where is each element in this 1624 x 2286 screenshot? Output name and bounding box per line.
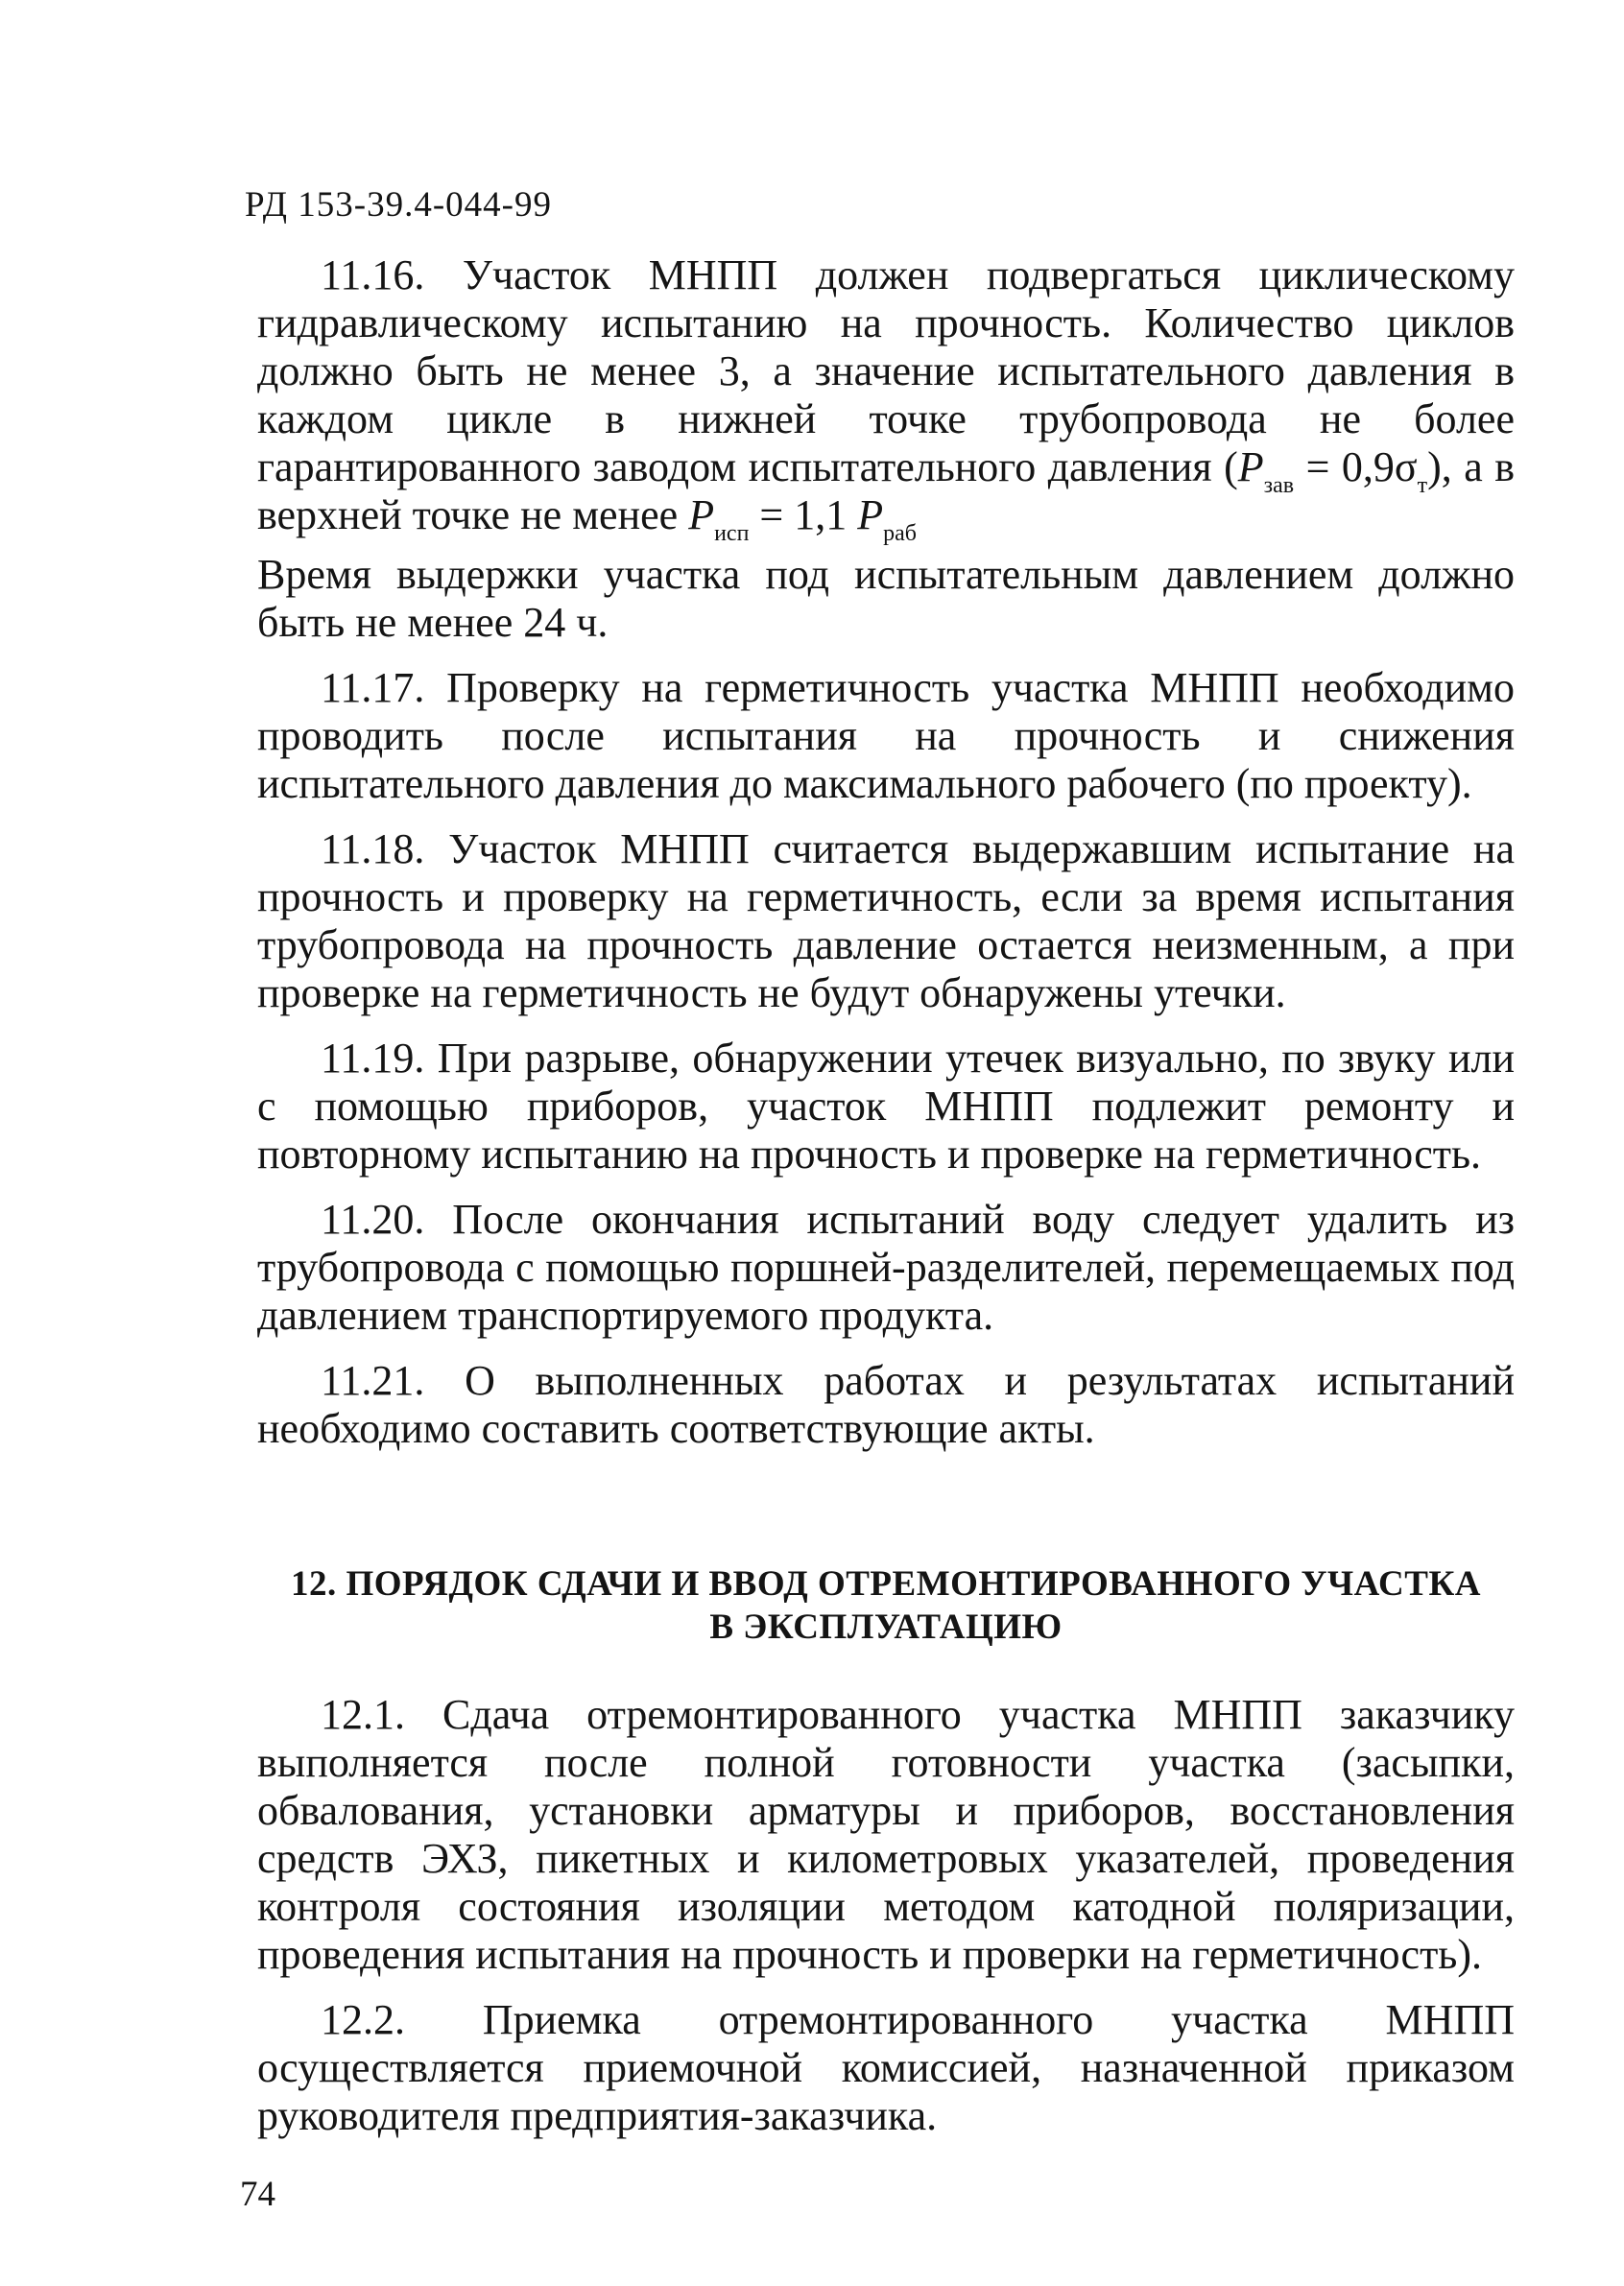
paragraph-12-2: 12.2. Приемка отремонтированного участка МНПП осуществляется приемочной комиссией, назначенной приказом руководителя предприятия-заказчика. [257,1996,1515,2139]
paragraph-11-16-text-2: ), а в верхней точке не менее [257,443,1515,538]
section-12-heading-line-1: 12. ПОРЯДОК СДАЧИ И ВВОД ОТРЕМОНТИРОВАННОГО УЧАСТКА [290,1564,1482,1604]
formula-p-isp: $P_{исп} = 1,1$ $P_{раб}$ [688,491,918,546]
section-12-text [257,1691,1515,2157]
paragraph-11-18: 11.18. Участок МНПП считается выдержавшим испытание на прочность и проверку на герметичность, если за время испытания трубопровода на прочность давление остается неизменным, а при проверке на герметичность не будут обнаружены утечки. [257,825,1515,1016]
paragraph-11-21: 11.21. О выполненных работах и результатах испытаний необходимо составить соответствующие акты. [257,1357,1515,1452]
page-number: 74 [240,2175,275,2214]
section-12-heading [257,1562,1515,1649]
paragraph-11-16-text: 11.16. Участок МНПП должен подвергаться циклическому гидравлическому испытанию на прочность. Количество циклов должно быть не менее 3, а значение испытательного давления в каждом цикле в нижней точке трубопровода не более гарантированного заводом испытательного давления ( [257,251,1515,490]
paragraph-11-17: 11.17. Проверку на герметичность участка МНПП необходимо проводить после испытания на прочность и снижения испытательного давления до максимального рабочего (по проекту). [257,664,1515,807]
paragraph-12-1: 12.1. Сдача отремонтированного участка МНПП заказчику выполняется после полной готовности участка (засыпки, обвалования, установки арматуры и приборов, восстановления средств ЭХЗ, пикетных и километровых указателей, проведения контроля состояния изоляции методом катодной поляризации, проведения испытания на прочность и проверки на герметичность). [257,1691,1515,1978]
document-code: РД 153-39.4-044-99 [245,185,552,225]
paragraph-11-19: 11.19. При разрыве, обнаружении утечек визуально, по звуку или с помощью приборов, участок МНПП подлежит ремонту и повторному испытанию на прочность и проверке на герметичность. [257,1035,1515,1178]
paragraph-11-16-hold-time: Время выдержки участка под испытательным давлением должно быть не менее 24 ч. [257,551,1515,646]
section-12-heading-line-2: В ЭКСПЛУАТАЦИЮ [709,1607,1063,1647]
section-11-text [257,251,1515,1470]
paragraph-11-16 [257,251,1515,546]
formula-p-zav: $P_{зав} = 0,9\sigma_т$ [1237,443,1428,498]
paragraph-11-20: 11.20. После окончания испытаний воду следует удалить из трубопровода с помощью поршней-разделителей, перемещаемых под давлением транспортируемого продукта. [257,1196,1515,1339]
